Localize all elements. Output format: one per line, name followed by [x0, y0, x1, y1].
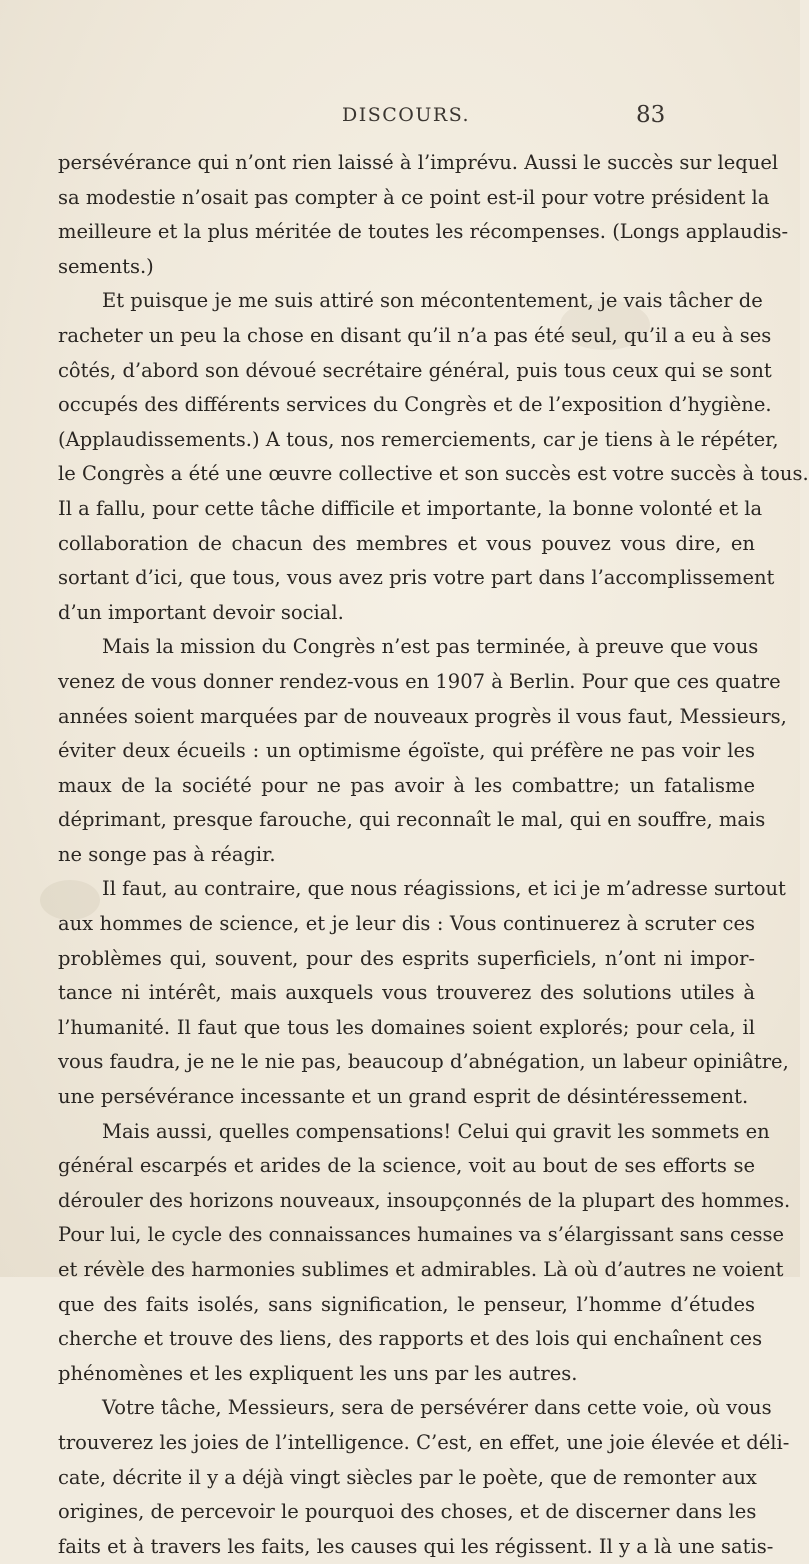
text-line: phénomènes et les expliquent les uns par les autres. [58, 1361, 578, 1385]
text-line: Et puisque je me suis attiré son mécontentement, je vais tâcher de [102, 289, 763, 313]
text-line: Pour lui, le cycle des connaissances humaines va s’élargissant sans cesse [58, 1223, 785, 1247]
text-line: maux de la société pour ne pas avoir à les combattre; un fatalisme [58, 773, 755, 797]
text-line: Il a fallu, pour cette tâche difficile et importante, la bonne volonté et la [58, 496, 763, 520]
text-line: vous faudra, je ne le nie pas, beaucoup d’abnégation, un labeur opiniâtre, [58, 1050, 789, 1074]
text-line: cherche et trouve des liens, des rapports et des lois qui enchaînent ces [58, 1327, 763, 1351]
text-line: Mais la mission du Congrès n’est pas terminée, à preuve que vous [102, 635, 759, 659]
text-line: Il faut, au contraire, que nous réagissions, et ici je m’adresse surtout [102, 877, 786, 901]
text-line: Mais aussi, quelles compensations! Celui qui gravit les sommets en [102, 1119, 770, 1143]
text-line: tance ni intérêt, mais auxquels vous trouverez des solutions utiles à [58, 981, 755, 1005]
body-text [58, 146, 809, 1564]
text-line: sortant d’ici, que tous, vous avez pris votre part dans l’accomplissement [58, 566, 775, 590]
page-header [0, 104, 800, 134]
text-line: Votre tâche, Messieurs, sera de persévérer dans cette voie, où vous [102, 1396, 772, 1420]
text-line: que des faits isolés, sans signification, le penseur, l’homme d’études [58, 1292, 755, 1316]
paragraph [58, 1115, 791, 1392]
text-line: trouverez les joies de l’intelligence. C’est, en effet, une joie élevée et déli- [58, 1430, 790, 1454]
text-line: origines, de percevoir le pourquoi des choses, et de discerner dans les [58, 1500, 757, 1524]
paragraph [58, 872, 789, 1114]
paragraph [58, 146, 789, 284]
text-line: cate, décrite il y a déjà vingt siècles par le poète, que de remonter aux [58, 1465, 757, 1489]
text-line: déprimant, presque farouche, qui reconnaît le mal, qui en souffre, mais [58, 808, 766, 832]
text-line: une persévérance incessante et un grand esprit de désintéressement. [58, 1085, 749, 1109]
text-line: (Applaudissements.) A tous, nos remerciements, car je tiens à le répéter, [58, 427, 779, 451]
text-line: collaboration de chacun des membres et vous pouvez vous dire, en [58, 531, 755, 555]
text-line: l’humanité. Il faut que tous les domaines soient explorés; pour cela, il [58, 1015, 755, 1039]
page-number: 83 [636, 102, 666, 128]
text-line: éviter deux écueils : un optimisme égoïste, qui préfère ne pas voir les [58, 739, 755, 763]
text-line: persévérance qui n’ont rien laissé à l’imprévu. Aussi le succès sur lequel [58, 151, 779, 174]
text-line: faits et à travers les faits, les causes qui les régissent. Il y a là une satis- [58, 1534, 774, 1558]
text-line: général escarpés et arides de la science, voit au bout de ses efforts se [58, 1154, 755, 1178]
paragraph [58, 1391, 790, 1564]
text-line: ne songe pas à réagir. [58, 842, 276, 866]
text-line: sements.) [58, 254, 154, 278]
text-line: problèmes qui, souvent, pour des esprits superficiels, n’ont ni impor- [58, 946, 755, 970]
text-line: sa modestie n’osait pas compter à ce point est-il pour votre président la [58, 185, 770, 209]
text-line: le Congrès a été une œuvre collective et son succès est votre succès à tous. [58, 462, 809, 486]
paragraph [58, 284, 809, 630]
text-line: occupés des différents services du Congrès et de l’exposition d’hygiène. [58, 393, 772, 417]
text-line: côtés, d’abord son dévoué secrétaire général, puis tous ceux qui se sont [58, 358, 772, 382]
running-head: DISCOURS. [342, 104, 471, 126]
text-line: dérouler des horizons nouveaux, insoupçonnés de la plupart des hommes. [58, 1188, 791, 1212]
text-line: venez de vous donner rendez-vous en 1907 à Berlin. Pour que ces quatre [58, 669, 781, 693]
paragraph [58, 630, 787, 872]
text-line: et révèle des harmonies sublimes et admirables. Là où d’autres ne voient [58, 1258, 784, 1281]
text-line: aux hommes de science, et je leur dis : Vous continuerez à scruter ces [58, 912, 755, 936]
text-line: années soient marquées par de nouveaux progrès il vous faut, Messieurs, [58, 704, 787, 728]
text-line: racheter un peu la chose en disant qu’il n’a pas été seul, qu’il a eu à ses [58, 323, 772, 347]
text-line: meilleure et la plus méritée de toutes les récompenses. (Longs applaudis- [58, 220, 789, 244]
text-line: d’un important devoir social. [58, 600, 344, 624]
